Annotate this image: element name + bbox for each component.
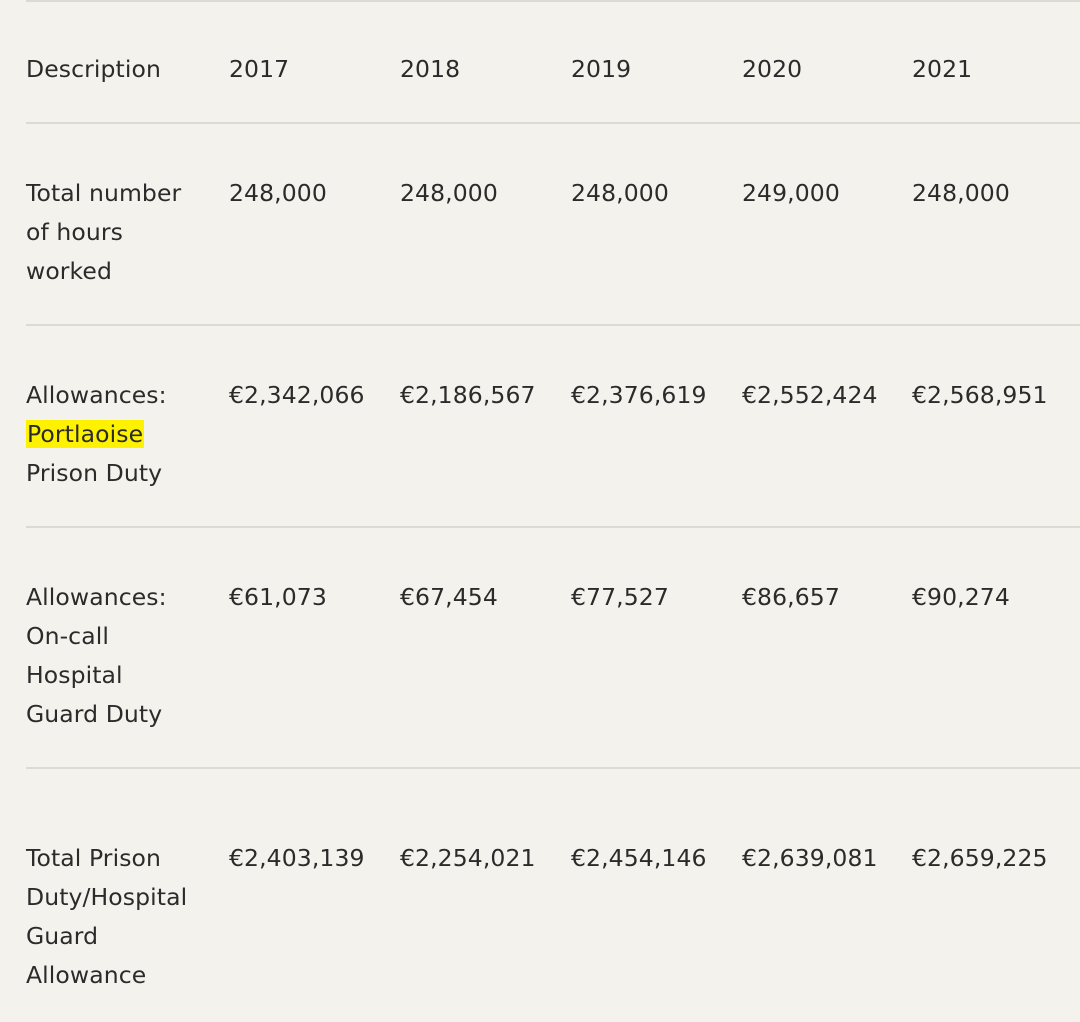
cell-2018: €67,454 xyxy=(400,583,498,611)
cell-2017: €2,403,139 xyxy=(229,844,365,872)
cell-2019: €2,376,619 xyxy=(571,381,707,409)
row-description-line: Total number xyxy=(26,179,182,207)
cell-2021: €2,568,951 xyxy=(912,381,1048,409)
header-2021: 2021 xyxy=(912,55,973,83)
table-divider xyxy=(26,767,1080,769)
row-description-line: Guard xyxy=(26,922,99,950)
table-divider xyxy=(26,0,1080,2)
table-divider xyxy=(26,122,1080,124)
row-description-line: of hours xyxy=(26,218,123,246)
cell-2017: €61,073 xyxy=(229,583,327,611)
table-divider xyxy=(26,324,1080,326)
cell-2018: 248,000 xyxy=(400,179,498,207)
row-description-line: worked xyxy=(26,257,113,285)
cell-2020: €2,552,424 xyxy=(742,381,878,409)
row-description-line: Duty/Hospital xyxy=(26,883,188,911)
cell-2018: €2,186,567 xyxy=(400,381,536,409)
row-description xyxy=(26,839,216,995)
row-description xyxy=(26,174,216,291)
header-2020: 2020 xyxy=(742,55,803,83)
cell-2020: €86,657 xyxy=(742,583,840,611)
cell-2021: €90,274 xyxy=(912,583,1010,611)
row-description-line: Prison Duty xyxy=(26,459,163,487)
row-description-line: Guard Duty xyxy=(26,700,163,728)
cell-2020: €2,639,081 xyxy=(742,844,878,872)
cell-2019: €2,454,146 xyxy=(571,844,707,872)
header-2019: 2019 xyxy=(571,55,632,83)
highlighted-term: Portlaoise xyxy=(27,420,144,448)
row-description-line xyxy=(26,415,216,454)
header-2018: 2018 xyxy=(400,55,461,83)
cell-2019: €77,527 xyxy=(571,583,669,611)
row-description-line: Allowances: xyxy=(26,583,167,611)
row-description-line: Allowance xyxy=(26,961,147,989)
cell-2021: €2,659,225 xyxy=(912,844,1048,872)
row-description-line: Total Prison xyxy=(26,844,162,872)
row-description-line: Allowances: xyxy=(26,381,167,409)
cell-2021: 248,000 xyxy=(912,179,1010,207)
cell-2017: €2,342,066 xyxy=(229,381,365,409)
cell-2018: €2,254,021 xyxy=(400,844,536,872)
row-description-line: Hospital xyxy=(26,661,123,689)
row-description xyxy=(26,376,216,493)
row-description xyxy=(26,578,216,734)
cell-2017: 248,000 xyxy=(229,179,327,207)
header-description: Description xyxy=(26,55,161,83)
header-2017: 2017 xyxy=(229,55,290,83)
table-divider xyxy=(26,526,1080,528)
cell-2019: 248,000 xyxy=(571,179,669,207)
cell-2020: 249,000 xyxy=(742,179,840,207)
row-description-line: On-call xyxy=(26,622,109,650)
